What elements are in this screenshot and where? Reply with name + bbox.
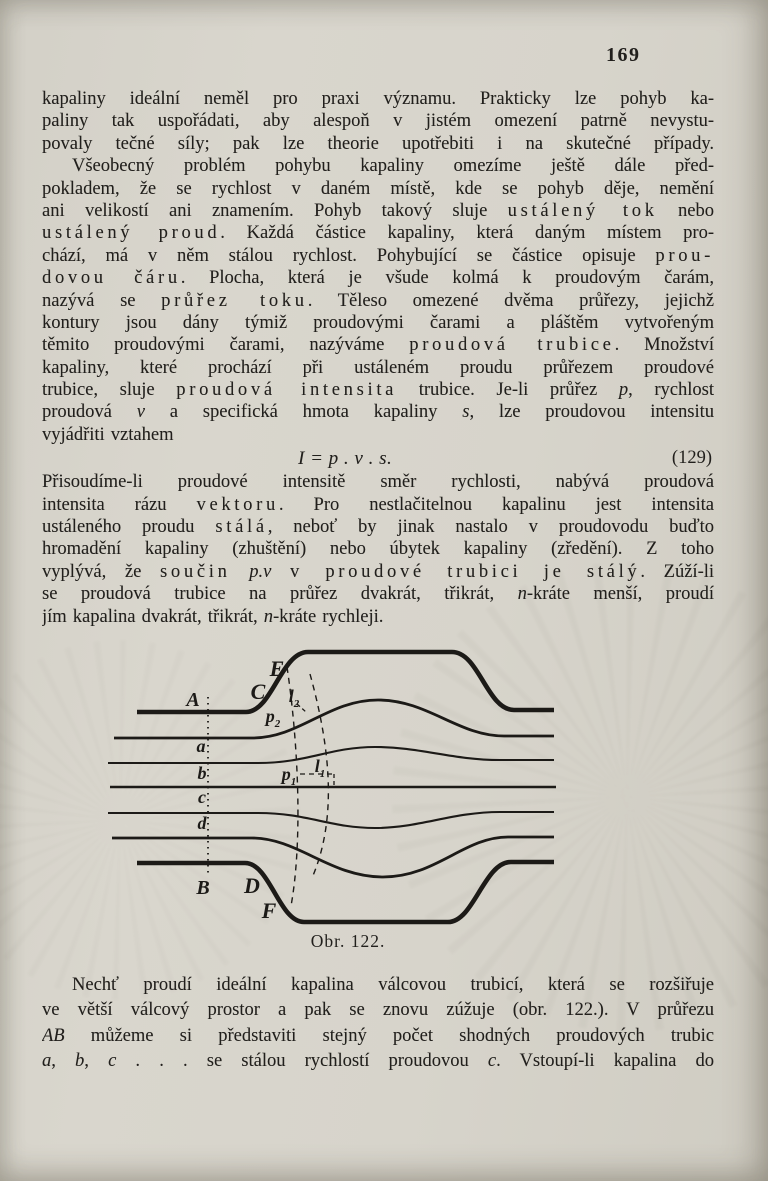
figure-label-p1: $p_1$: [281, 764, 297, 788]
text-segment: b: [75, 1051, 85, 1072]
text-segment: p.v: [249, 561, 272, 582]
figure-label-l1: $l_1$: [314, 756, 326, 780]
figure-label-a: a: [196, 736, 206, 756]
text-segment: , rychlost: [628, 380, 714, 401]
text-segment: . Těleso omezené dvěma průřezy, jejichž: [307, 290, 714, 311]
text-segment: . Každá částice kapaliny, která daným místem pro-: [220, 223, 714, 244]
text-segment: nazývá se: [42, 290, 162, 311]
text-segment: kapaliny, které prochází při ustáleném proudu průřezem proudové: [42, 357, 714, 378]
text-segment: Všeobecný problém pohybu kapaliny omezíme ještě dále před-: [72, 156, 714, 177]
text-segment: ani velikostí ani znamením. Pohyb takový sluje: [42, 200, 508, 221]
text-segment: . . . se stálou rychlostí proudovou: [116, 1051, 488, 1072]
emphasized-term: proudová trubice: [409, 335, 615, 356]
text-segment: trubice. Je-li průřez: [397, 380, 619, 401]
figure-caption: Obr. 122.: [310, 931, 386, 951]
text-segment: kapaliny ideální neměl pro praxi významu. Prakticky lze pohyb ka-: [42, 89, 714, 109]
text-segment: n: [263, 606, 274, 627]
streamline-6: [112, 837, 554, 877]
text-segment: těmito proudovými čarami, nazýváme: [42, 335, 410, 356]
emphasized-term: dovou čáru: [42, 268, 181, 289]
text-segment: , neboť by jinak nastalo v proudovodu buďto: [267, 517, 714, 538]
text-segment: ,: [84, 1051, 109, 1072]
text-segment: c: [108, 1051, 117, 1072]
text-segment: n: [517, 584, 527, 605]
text-segment: a: [42, 1051, 52, 1072]
figure-label-C: C: [250, 679, 266, 704]
text-segment: vyplývá, že: [42, 561, 161, 582]
figure-label-A: A: [186, 689, 200, 711]
text-segment: můžeme si představiti stejný počet shodných proudových trubic: [64, 1025, 714, 1046]
figure-label-E: E: [269, 656, 285, 681]
text-segment: p: [618, 380, 629, 401]
text-segment: ve větší válcový prostor a pak se znovu zúžuje (obr. 122.). V průřezu: [42, 1000, 714, 1021]
text-segment: . Plocha, která je všude kolmá k proudovým čarám,: [180, 268, 714, 289]
figure-label-b: b: [197, 763, 207, 783]
emphasized-term: ustálený proud: [42, 223, 221, 244]
text-segment: proudová: [42, 402, 137, 423]
page-number: 169: [606, 44, 641, 66]
figure-label-B: B: [196, 877, 210, 899]
text-segment: povaly tečné síly; pak lze theorie upotřebiti i na skutečné případy.: [42, 133, 714, 154]
text-segment: chází, má v něm stálou rychlost. Pohybující se částice opisuje: [42, 245, 656, 266]
text-segment: jím kapalina dvakrát, třikrát,: [42, 606, 264, 627]
text-segment: . Pro nestlačitelnou kapalinu jest intensita: [278, 494, 714, 515]
figure-label-c: c: [198, 787, 206, 807]
equation-number: (129): [671, 448, 712, 469]
text-segment: intensita rázu: [42, 494, 197, 515]
text-segment: a specifická hmota kapaliny: [144, 402, 463, 423]
text-segment: hromadění kapaliny (zhuštění) nebo úbytek kapaliny (zředění). Z toho: [42, 539, 714, 560]
emphasized-term: prou-: [655, 245, 714, 266]
text-segment: Nechť proudí ideální kapalina válcovou trubicí, která se rozšiřuje: [72, 974, 714, 995]
text-segment: . Vstoupí-li kapalina do: [496, 1051, 714, 1072]
text-segment: vyjádřiti vztahem: [42, 424, 174, 445]
text-segment: -kráte rychleji.: [273, 606, 384, 627]
text-segment: . Množství: [614, 335, 714, 356]
equation: I = p . v . s.: [298, 448, 393, 470]
figure-label-d: d: [197, 813, 207, 833]
text-segment: ,: [51, 1051, 76, 1072]
emphasized-term: součin: [160, 561, 231, 582]
text-segment: . Zúží-li: [640, 561, 714, 582]
streamline-3: [108, 747, 554, 763]
text-segment: , lze proudovou intensitu: [469, 402, 714, 423]
emphasized-term: stálá: [215, 517, 268, 538]
text-segment: AB: [42, 1025, 65, 1046]
text-segment: kontury jsou dány týmiž proudovými čarami a pláštěm vytvořeným: [42, 312, 714, 333]
text-segment: -kráte menší, proudí: [526, 584, 714, 605]
text-segment: paliny tak uspořádati, aby alespoň v jistém omezení patrně nevystu-: [42, 111, 714, 132]
streamline-5: [108, 812, 554, 828]
emphasized-term: ustálený tok: [507, 200, 658, 221]
text-segment: v: [136, 402, 145, 423]
text-segment: trubice, sluje: [42, 380, 177, 401]
emphasized-term: proudová intensita: [176, 380, 398, 401]
emphasized-term: průřez toku: [161, 290, 308, 311]
text-segment: s: [462, 402, 470, 423]
figure-label-l2: $l_2$: [288, 686, 300, 710]
emphasized-term: v proudové trubici je stálý: [290, 561, 641, 582]
text-segment: pokladem, že se rychlost v daném místě, kde se pohyb děje, nemění: [42, 178, 714, 199]
figure-label-p2: $p_2$: [265, 706, 281, 730]
text-segment: Přisoudíme-li proudové intensitě směr rychlosti, nabývá proudová: [42, 472, 714, 493]
figure-label-F: F: [261, 898, 277, 923]
text-segment: nebo: [657, 200, 714, 221]
figure-label-D: D: [244, 873, 260, 898]
text-segment: se proudová trubice na průřez dvakrát, třikrát,: [42, 584, 518, 605]
text-segment: ustáleného proudu: [42, 517, 216, 538]
emphasized-term: vektoru: [196, 494, 279, 515]
text-segment: c: [487, 1051, 497, 1072]
streamline-2: [114, 700, 554, 738]
